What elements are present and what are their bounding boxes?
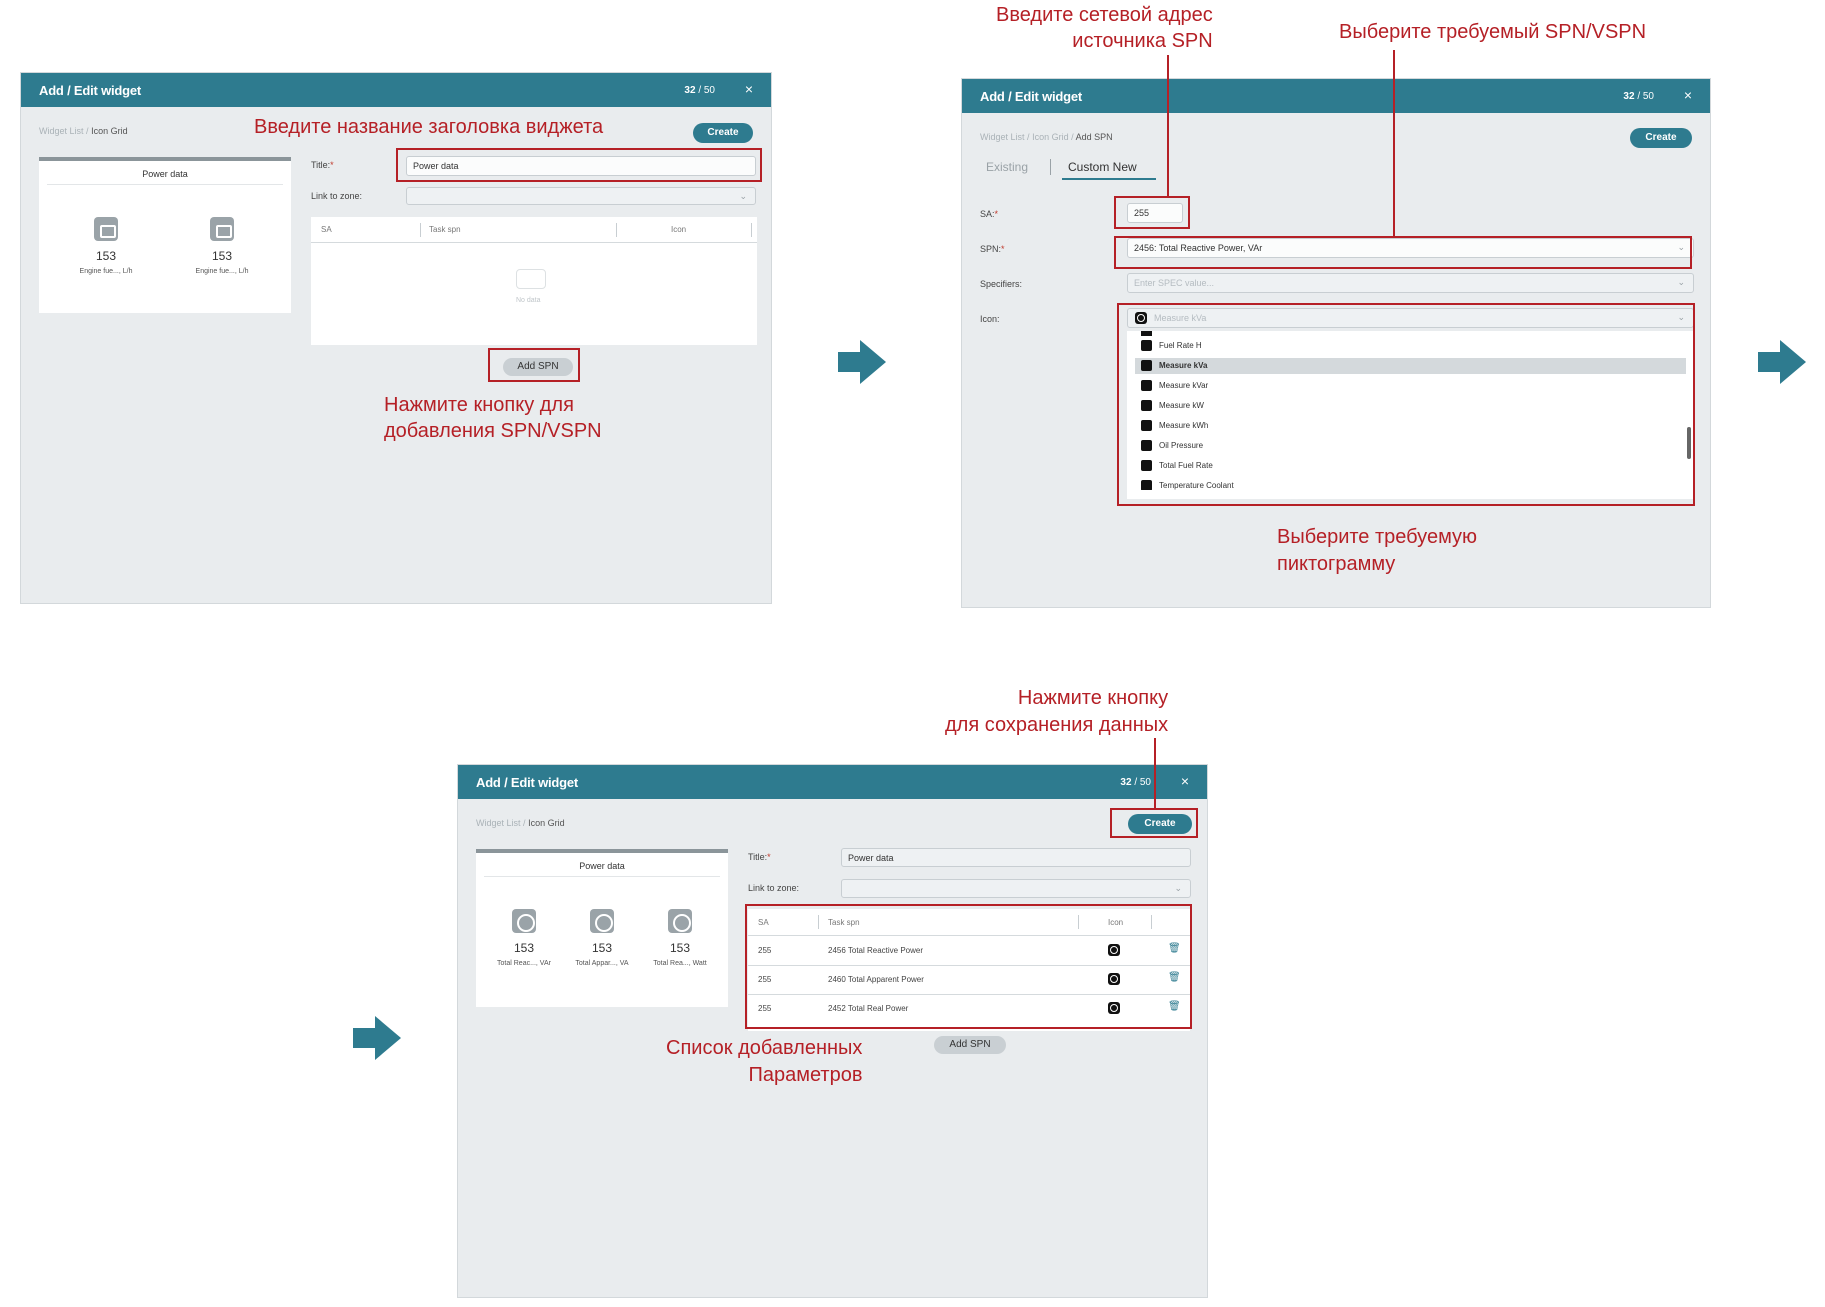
table-row-sa: 255	[758, 975, 772, 984]
dialog-header	[21, 73, 771, 107]
title-input[interactable]: Power data	[406, 156, 756, 176]
annotation-spn: Выберите требуемый SPN/VSPN	[1339, 21, 1647, 43]
empty-box-icon	[516, 269, 546, 289]
folder-icon	[94, 217, 118, 241]
widget-counter: 32 / 50	[684, 85, 715, 96]
trash-icon[interactable]: 🗑	[1168, 972, 1181, 983]
panel-step1	[20, 72, 772, 604]
col-task-spn: Task spn	[429, 225, 461, 234]
close-icon[interactable]: ×	[1180, 773, 1189, 789]
table-row-spn: 2452 Total Real Power	[828, 1004, 909, 1013]
create-button[interactable]: Create	[693, 123, 753, 143]
dialog-title: Add / Edit widget	[39, 83, 142, 98]
specifiers-select[interactable]: Enter SPEC value... ⌄	[1127, 273, 1694, 293]
table-row-sa: 255	[758, 1004, 772, 1013]
sa-input[interactable]: 255	[1127, 203, 1183, 223]
widget-counter: 32 / 50	[1120, 777, 1151, 788]
zone-label: Link to zone:	[311, 191, 363, 201]
dialog-header	[962, 79, 1710, 113]
panel-step3	[457, 764, 1208, 1298]
tab-active-underline	[1062, 178, 1156, 180]
dropdown-item-selected[interactable]: Measure kVa	[1135, 358, 1686, 374]
temperature-coolant-icon	[1141, 480, 1152, 490]
preview-tile: 153 Engine fue..., L/h	[177, 217, 267, 275]
create-button[interactable]: Create	[1128, 814, 1192, 834]
annotation-icon: Выберите требуемую пиктограмму	[1277, 526, 1478, 575]
breadcrumb: Widget List / Icon Grid	[39, 126, 128, 136]
chevron-down-icon: ⌄	[1677, 242, 1685, 252]
breadcrumb-icon-grid[interactable]: Icon Grid	[1032, 132, 1069, 142]
measure-icon	[1108, 973, 1120, 985]
arrow-right-icon	[353, 1014, 401, 1062]
preview-tile: 153 Total Reac..., VAr	[479, 909, 569, 967]
dropdown-item[interactable]: Measure kW	[1135, 398, 1686, 414]
table-row-sa: 255	[758, 946, 772, 955]
title-label: Title:*	[748, 852, 771, 862]
chevron-down-icon: ⌄	[1677, 277, 1685, 287]
annotation-list: Список добавленных Параметров	[666, 1037, 863, 1086]
preview-tile: 153 Total Rea..., Watt	[635, 909, 725, 967]
dropdown-item[interactable]: Measure kVar	[1135, 378, 1686, 394]
breadcrumb-current: Icon Grid	[91, 126, 128, 136]
close-icon[interactable]: ×	[744, 81, 753, 97]
measure-kwh-icon	[1141, 420, 1152, 431]
col-icon: Icon	[671, 225, 687, 234]
chevron-down-icon: ⌄	[1677, 312, 1685, 322]
spn-label: SPN:*	[980, 244, 1005, 254]
title-label: Title:*	[311, 160, 334, 170]
tab-existing[interactable]: Existing	[986, 160, 1029, 174]
measure-icon	[590, 909, 614, 933]
dropdown-item[interactable]: Measure kWh	[1135, 418, 1686, 434]
dropdown-item[interactable]: Oil Pressure	[1135, 438, 1686, 454]
fuel-rate-icon	[1141, 340, 1152, 351]
dialog-title: Add / Edit widget	[476, 775, 579, 790]
breadcrumb-widget-list[interactable]: Widget List	[39, 126, 84, 136]
preview-tile: 153 Engine fue..., L/h	[61, 217, 151, 275]
spn-table	[311, 217, 757, 345]
preview-title: Power data	[142, 169, 188, 179]
icon-select[interactable]: Measure kVa ⌄	[1127, 308, 1694, 328]
preview-tile: 153 Total Appar..., VA	[557, 909, 647, 967]
zone-select[interactable]	[841, 879, 1191, 898]
annotation-save: Нажмите кнопку для сохранения данных	[945, 687, 1169, 736]
col-task-spn: Task spn	[828, 918, 860, 927]
chevron-down-icon: ⌄	[739, 191, 747, 201]
col-icon: Icon	[1108, 918, 1124, 927]
breadcrumb: Widget List / Icon Grid / Add SPN	[980, 132, 1113, 142]
measure-kw-icon	[1141, 400, 1152, 411]
spn-table	[748, 909, 1190, 1031]
create-button[interactable]: Create	[1630, 128, 1692, 148]
dropdown-item[interactable]: Fuel Rate H	[1135, 338, 1686, 354]
trash-icon[interactable]: 🗑	[1168, 1001, 1181, 1012]
chevron-down-icon: ⌄	[1174, 883, 1182, 893]
tab-custom-new[interactable]: Custom New	[1068, 160, 1137, 174]
oil-pressure-icon	[1141, 440, 1152, 451]
sa-label: SA:*	[980, 209, 999, 219]
annotation-add-spn: Нажмите кнопку для добавления SPN/VSPN	[384, 394, 602, 442]
folder-icon	[210, 217, 234, 241]
specifiers-label: Specifiers:	[980, 279, 1023, 289]
col-sa: SA	[758, 918, 769, 927]
measure-icon	[1108, 1002, 1120, 1014]
dropdown-item[interactable]: Total Fuel Rate	[1135, 458, 1686, 474]
add-spn-button[interactable]: Add SPN	[503, 358, 573, 376]
close-icon[interactable]: ×	[1683, 87, 1692, 103]
empty-text: No data	[516, 297, 541, 304]
arrow-right-icon	[838, 338, 886, 386]
measure-kva-icon	[1141, 360, 1152, 371]
measure-icon	[1108, 944, 1120, 956]
widget-counter: 32 / 50	[1623, 91, 1654, 102]
trash-icon[interactable]: 🗑	[1168, 943, 1181, 954]
title-input[interactable]: Power data	[841, 848, 1191, 867]
icon-label: Icon:	[980, 314, 1000, 324]
dropdown-scrollbar[interactable]	[1687, 427, 1691, 459]
measure-kvar-icon	[1141, 380, 1152, 391]
table-row-spn: 2460 Total Apparent Power	[828, 975, 924, 984]
breadcrumb-current: Add SPN	[1075, 132, 1113, 142]
add-spn-button[interactable]: Add SPN	[934, 1036, 1006, 1054]
widget-preview	[39, 157, 291, 313]
breadcrumb-widget-list[interactable]: Widget List	[476, 818, 521, 828]
dropdown-item[interactable]: Temperature Coolant	[1135, 478, 1686, 490]
arrow-right-icon	[1758, 338, 1806, 386]
spn-select[interactable]: 2456: Total Reactive Power, VAr ⌄	[1127, 238, 1694, 258]
dialog-header	[458, 765, 1207, 799]
total-fuel-rate-icon	[1141, 460, 1152, 471]
measure-icon	[668, 909, 692, 933]
breadcrumb-widget-list[interactable]: Widget List	[980, 132, 1025, 142]
dropdown-item-partial	[1141, 331, 1152, 336]
measure-icon	[1135, 312, 1147, 324]
measure-icon	[512, 909, 536, 933]
annotation-sa: Введите сетевой адрес источника SPN	[996, 4, 1213, 52]
zone-select[interactable]	[406, 187, 756, 205]
zone-label: Link to zone:	[748, 883, 800, 893]
col-sa: SA	[321, 225, 332, 234]
icon-dropdown-list	[1127, 331, 1694, 499]
widget-preview	[476, 849, 728, 1007]
table-row-spn: 2456 Total Reactive Power	[828, 946, 924, 955]
breadcrumb: Widget List / Icon Grid	[476, 818, 565, 828]
breadcrumb-current: Icon Grid	[528, 818, 565, 828]
annotation-widget-title: Введите название заголовка виджета	[254, 116, 604, 138]
dialog-title: Add / Edit widget	[980, 89, 1083, 104]
preview-title: Power data	[579, 861, 625, 871]
